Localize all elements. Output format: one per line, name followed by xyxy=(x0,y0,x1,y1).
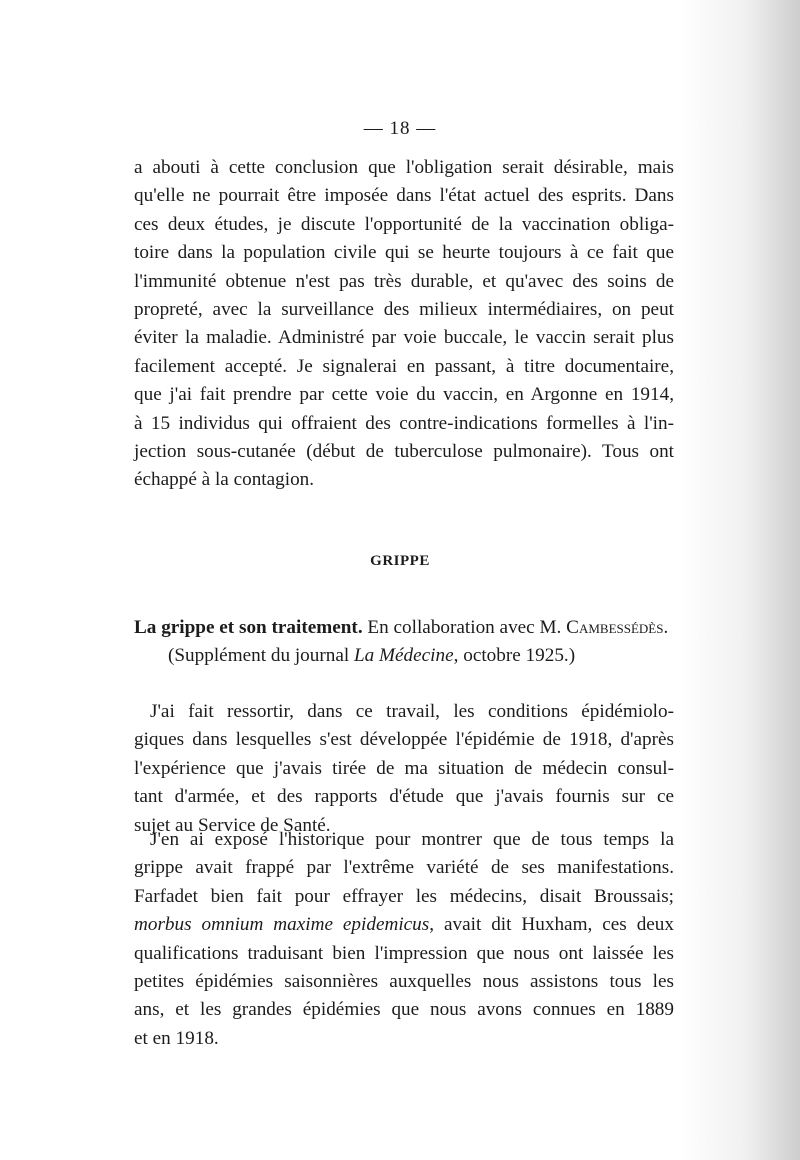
text-line: J'en ai exposé l'historique pour montrer que de tous temps la xyxy=(150,829,674,850)
text-line: J'ai fait ressortir, dans ce travail, les conditions épidémiolo- xyxy=(150,701,674,722)
reference-supplement-prefix: (Supplément du journal xyxy=(168,645,354,667)
reference-title-line xyxy=(134,614,674,642)
text-line: éviter la maladie. Administré par voie buccale, le vaccin serait plus xyxy=(134,327,674,349)
text-line: a abouti à cette conclusion que l'obligation serait désirable, mais xyxy=(134,157,674,178)
text-line: propreté, avec la surveillance des milieux intermédiaires, on peut xyxy=(134,299,674,321)
bibliographic-reference xyxy=(134,614,674,671)
text-line: tant d'armée, et des rapports d'étude que j'avais fournis sur ce xyxy=(134,786,674,808)
text-line: qualifications traduisant bien l'impression que nous ont laissée les xyxy=(134,942,674,964)
reference-title: La grippe et son traitement. xyxy=(134,617,363,638)
paragraph-history xyxy=(134,826,674,1053)
text-line: Farfadet bien fait pour effrayer les médecins, disait Broussais; xyxy=(134,885,674,907)
text-line: toire dans la population civile qui se heurte toujours à ce fait que xyxy=(134,242,674,264)
text-line: qu'elle ne pourrait être imposée dans l'état actuel des esprits. Dans xyxy=(134,185,674,207)
reference-collaborator: Cambessédès. xyxy=(566,617,669,638)
text-line: jection sous-cutanée (début de tuberculose pulmonaire). Tous ont xyxy=(134,441,674,463)
text-line: ans, et les grandes épidémies que nous avons connues en 1889 xyxy=(134,999,674,1021)
text-line: petites épidémies saisonnières auxquelles nous assistons tous les xyxy=(134,971,674,993)
reference-source-line xyxy=(134,642,674,670)
section-heading: GRIPPE xyxy=(370,553,430,569)
paragraph-epidemiology xyxy=(134,698,674,840)
text-line-latin xyxy=(134,911,674,939)
latin-phrase: morbus omnium maxime epidemicus xyxy=(134,914,430,936)
text-line: échappé à la contagion. xyxy=(134,469,315,491)
page-edge-shadow xyxy=(680,0,800,1160)
text-line: ces deux études, je discute l'opportunité de la vaccination obliga- xyxy=(134,213,674,235)
text-line: à 15 individus qui offraient des contre-indications formelles à l'in- xyxy=(134,412,674,434)
reference-supplement-suffix: , octobre 1925.) xyxy=(453,645,576,667)
after-latin-text: , avait dit Huxham, ces deux xyxy=(429,914,674,936)
text-line: que j'ai fait prendre par cette voie du vaccin, en Argonne en 1914, xyxy=(134,384,674,406)
text-line: facilement accepté. Je signalerai en passant, à titre documentaire, xyxy=(134,355,674,377)
text-line: l'immunité obtenue n'est pas très durable, et qu'avec des soins de xyxy=(134,270,674,292)
intro-paragraph xyxy=(134,154,674,495)
text-line: et en 1918. xyxy=(134,1027,219,1049)
reference-collab-text: En collaboration avec M. xyxy=(362,617,567,638)
text-line: l'expérience que j'avais tirée de ma situation de médecin consul- xyxy=(134,757,674,779)
text-line: grippe avait frappé par l'extrême variété de ses manifestations. xyxy=(134,857,674,879)
text-line: giques dans lesquelles s'est développée l'épidémie de 1918, d'après xyxy=(134,729,674,751)
page-number: — 18 — xyxy=(363,118,437,139)
reference-journal: La Médecine xyxy=(353,645,454,667)
text-line: sujet au Service de Santé. xyxy=(134,814,331,836)
